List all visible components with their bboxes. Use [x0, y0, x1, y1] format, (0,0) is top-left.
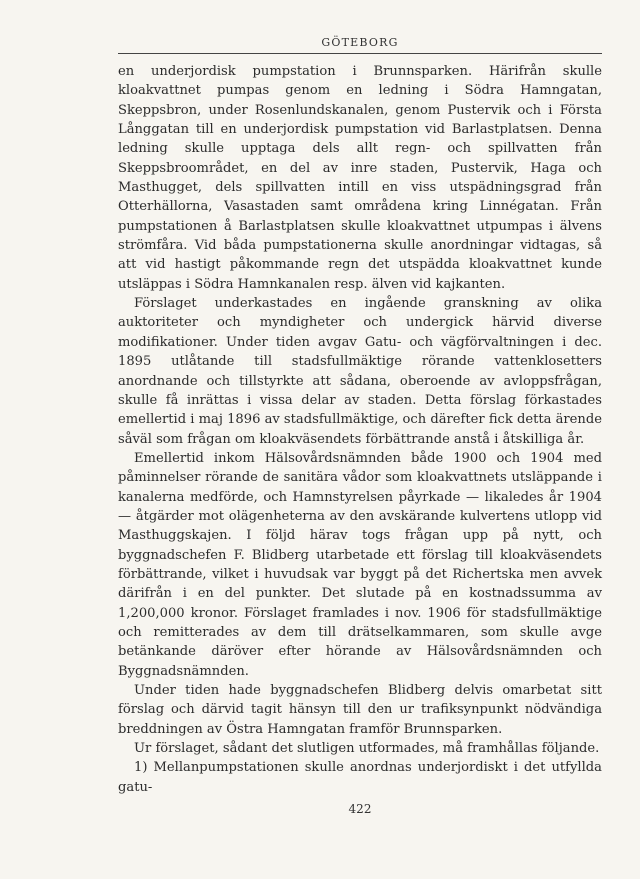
paragraph-5: Ur förslaget, sådant det slutligen utformades, må framhållas följande. — [134, 741, 600, 757]
body-text — [118, 62, 602, 797]
header-rule — [118, 53, 602, 54]
paragraph-2: Förslaget underkastades en ingående granskning av olika auktoriteter och myndigheter och undergick härvid diverse modifikationer. Under tiden avgav Gatu- och vägförvaltningen i dec. 1895 utlåtande till stadsfullmäktige rörande vattenklosetters anordnande och tillstyrkte att sådana, oberoende av avloppsfrågan, skulle få inrättas i vissa delar av staden. Detta förslag förkastades emellertid i maj 1896 av stadsfullmäktige, och därefter fick detta ärende såväl som frågan om kloakväsendets förbättrande anstå i åtskilliga år. — [118, 296, 602, 447]
paragraph-3: Emellertid inkom Hälsovårdsnämnden både 1900 och 1904 med påminnelser rörande de sanitära vådor som kloakvattnets utsläppande i kanalerna medförde, och Hamnstyrelsen påyrkade — likaledes år 1904 — åtgärder mot olägenheterna av den avskärande kulvertens utlopp vid Masthuggskajen. I följd härav togs frågan upp på nytt, och byggnadschefen F. Blidberg utarbetade ett förslag till kloakväsendets förbättrande, vilket i huvudsak var byggt på det Richertska men avvek därifrån i en del punkter. Det slutade på en kostnadssumma av 1,200,000 kronor. Förslaget framlades i nov. 1906 för stadsfullmäktige och remitterades av dem till drätselkammaren, som skulle avge betänkande däröver efter hörande av Hälsovårdsnämnden och Byggnadsnämnden. — [118, 450, 602, 679]
paragraph-1: en underjordisk pumpstation i Brunnsparken. Härifrån skulle kloakvattnet pumpas genom en ledning i Södra Hamngatan, Skeppsbron, under Rosenlundskanalen, genom Pustervik och i Första Långgatan till en underjordisk pumpstation vid Barlastplatsen. Denna ledning skulle upptaga dels allt regn- och spillvatten från Skeppsbroområdet, en del av inre staden, Pustervik, Haga och Masthugget, dels spillvatten intill en viss utspädningsgrad från Otterhällorna, Vasastaden samt områdena kring Linnégatan. Från pumpstationen å Barlastplatsen skulle kloakvattnet utpumpas i älvens strömfåra. Vid båda pumpstationerna skulle anordningar vidtagas, så att vid hastigt påkommande regn det utspädda kloakvattnet kunde utsläppas i Södra Hamnkanalen resp. älven vid kajkanten. — [118, 64, 602, 292]
paragraph-4: Under tiden hade byggnadschefen Blidberg delvis omarbetat sitt förslag och därvid tagit hänsyn till den ur trafiksynpunkt nödvändiga breddningen av Östra Hamngatan framför Brunnsparken. — [118, 683, 602, 737]
page-number: 422 — [348, 802, 372, 816]
running-header: GÖTEBORG — [321, 36, 399, 49]
paragraph-6: 1) Mellanpumpstationen skulle anordnas underjordiskt i det utfyllda gatu- — [118, 760, 602, 795]
